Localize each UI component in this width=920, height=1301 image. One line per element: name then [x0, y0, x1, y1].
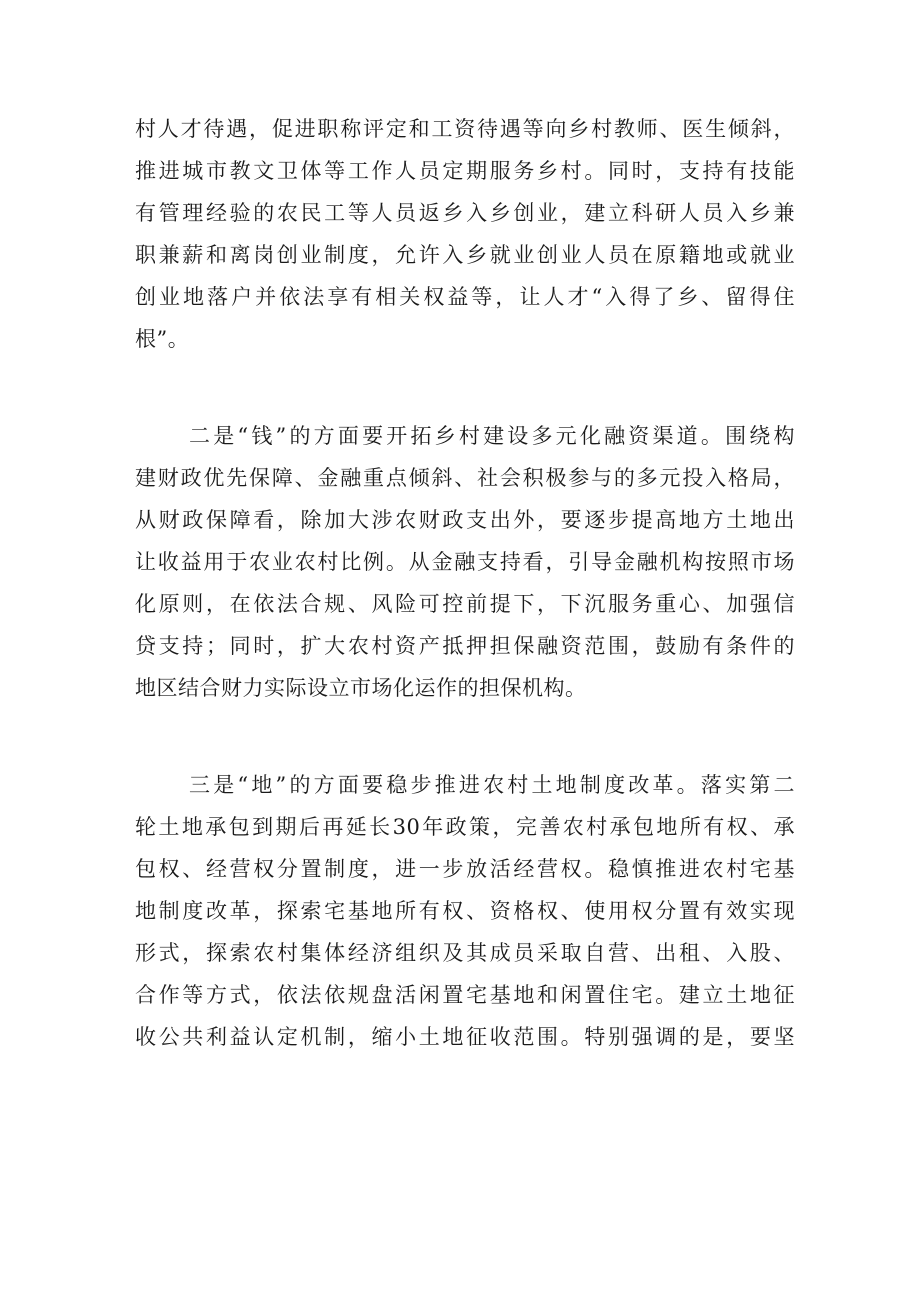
- paragraph-gap: [135, 709, 795, 764]
- text-line: 轮土地承包到期后再延长30年政策，完善农村承包地所有权、承: [135, 815, 795, 839]
- text-line: 合作等方式，依法依规盘活闲置宅基地和闲置住宅。建立土地征: [135, 983, 795, 1007]
- text-line: 贷支持；同时，扩大农村资产抵押担保融资范围，鼓励有条件的: [135, 634, 795, 658]
- text-line: 收公共利益认定机制，缩小土地征收范围。特别强调的是，要坚: [135, 1025, 795, 1049]
- text-line: 有管理经验的农民工等人员返乡入乡创业，建立科研人员入乡兼: [135, 201, 795, 225]
- paragraph-land: [135, 764, 795, 1058]
- text-line: 建财政优先保障、金融重点倾斜、社会积极参与的多元投入格局，: [135, 466, 795, 490]
- text-line: 三是“地”的方面要稳步推进农村土地制度改革。落实第二: [189, 773, 795, 797]
- text-line: 地区结合财力实际设立市场化运作的担保机构。: [135, 676, 587, 700]
- text-line: 从财政保障看，除加大涉农财政支出外，要逐步提高地方土地出: [135, 508, 795, 532]
- text-line: 村人才待遇，促进职称评定和工资待遇等向乡村教师、医生倾斜，: [135, 117, 795, 141]
- document-body: [135, 108, 795, 1058]
- paragraph-money: [135, 415, 795, 709]
- text-line: 二是“钱”的方面要开拓乡村建设多元化融资渠道。围绕构: [189, 424, 795, 448]
- text-line: 让收益用于农业农村比例。从金融支持看，引导金融机构按照市场: [135, 550, 795, 574]
- text-line: 包权、经营权分置制度，进一步放活经营权。稳慎推进农村宅基: [135, 857, 795, 881]
- text-line: 化原则，在依法合规、风险可控前提下，下沉服务重心、加强信: [135, 592, 795, 616]
- text-line: 职兼薪和离岗创业制度，允许入乡就业创业人员在原籍地或就业: [135, 243, 795, 267]
- text-line: 地制度改革，探索宅基地所有权、资格权、使用权分置有效实现: [135, 899, 795, 923]
- text-line: 根”。: [135, 327, 190, 351]
- text-line: 形式，探索农村集体经济组织及其成员采取自营、出租、入股、: [135, 941, 795, 965]
- text-line: 创业地落户并依法享有相关权益等，让人才“入得了乡、留得住: [135, 285, 795, 309]
- text-line: 推进城市教文卫体等工作人员定期服务乡村。同时，支持有技能: [135, 159, 795, 183]
- paragraph-gap: [135, 360, 795, 415]
- paragraph-talent: [135, 108, 795, 360]
